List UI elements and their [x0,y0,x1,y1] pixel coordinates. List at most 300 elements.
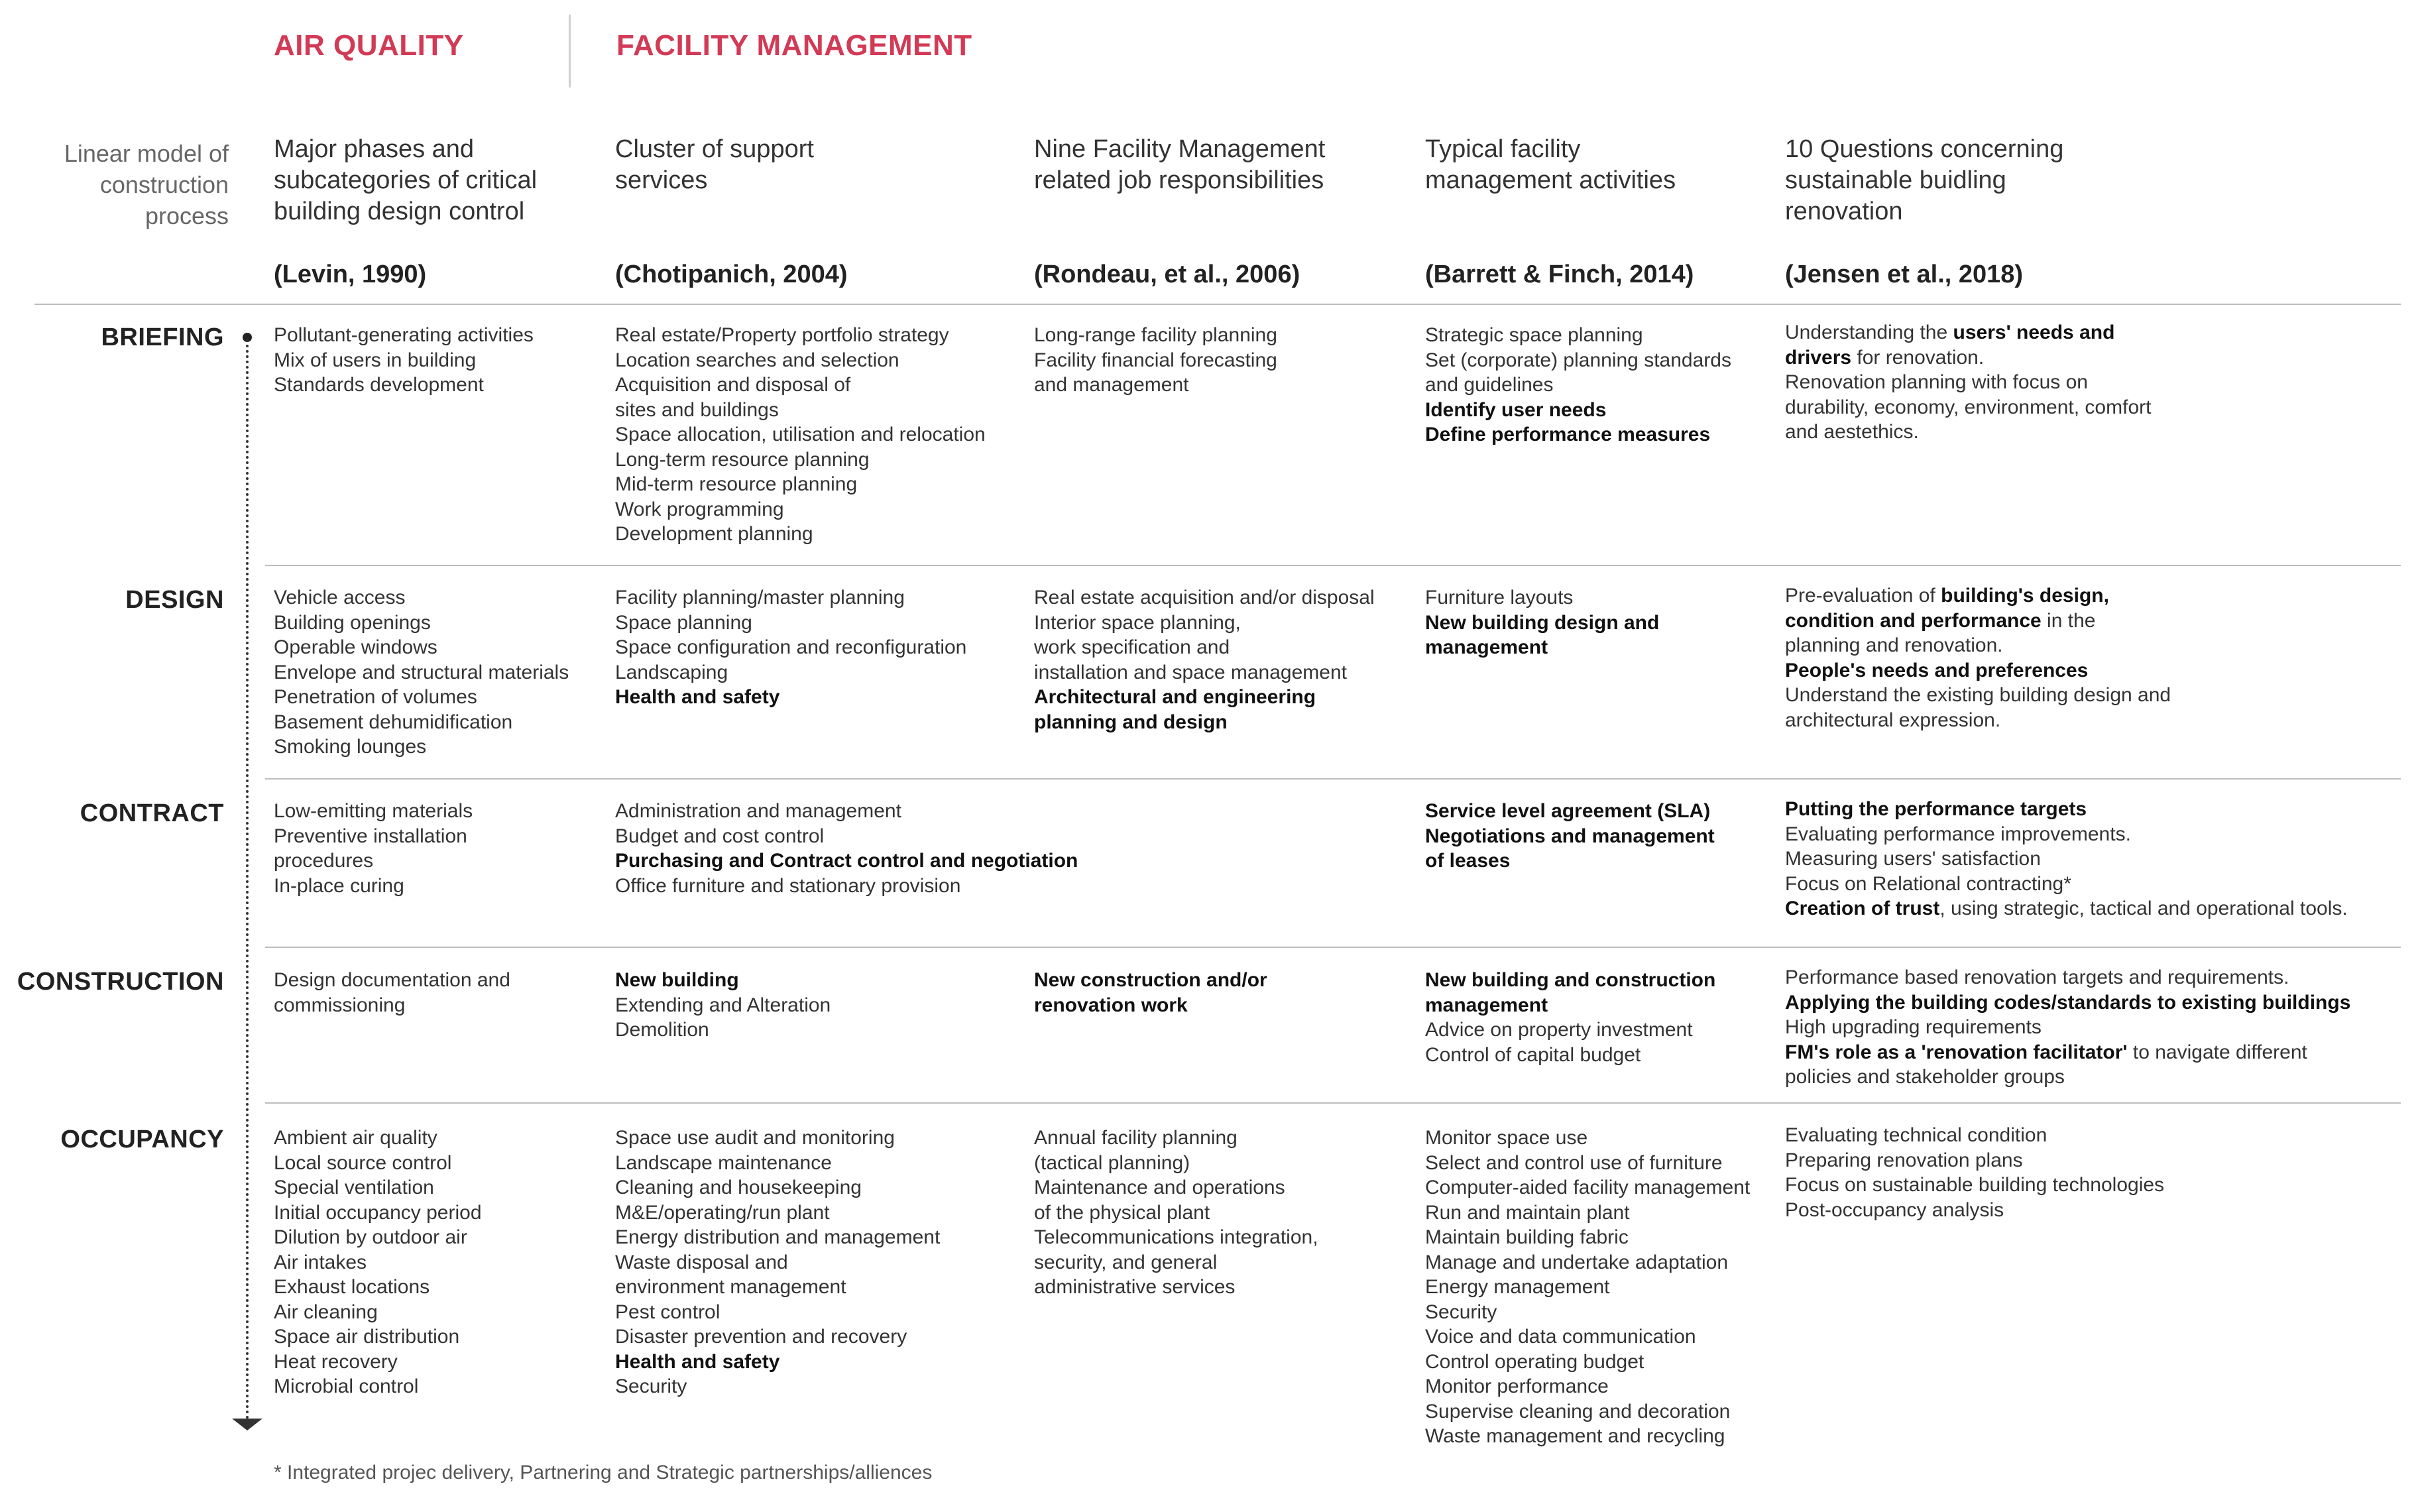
text: Exhaust locations [274,1276,430,1298]
text: in the [2041,609,2096,632]
text: Security [615,1375,687,1397]
text: Cleaning and housekeeping [615,1177,862,1198]
cell-line [1785,583,2171,609]
text: Initial occupancy period [274,1201,482,1224]
text: Energy distribution and management [615,1226,941,1248]
bold-text: management [1425,636,1548,658]
text: Landscape maintenance [615,1151,832,1174]
cell-line [615,1350,940,1375]
cell-line [615,848,1078,874]
cell-line [1034,1151,1318,1176]
cell-line [1034,710,1375,735]
facility-management-title: FACILITY MANAGEMENT [616,29,972,62]
cell-line [1425,1151,1750,1176]
text: policies and stakeholder groups [1785,1066,2065,1088]
cell-line [1425,585,1659,611]
cell-line [274,1175,482,1200]
cell-line [1425,1324,1750,1350]
text: Focus on sustainable building technologies [1785,1174,2165,1196]
text: and aestethics. [1785,421,1919,443]
cell-line [1785,872,2348,897]
cell-line [1425,1374,1750,1399]
text: Location searches and selection [615,349,899,371]
text: Real estate/Property portfolio strategy [615,324,949,346]
text: Pre-evaluation of [1785,585,1941,607]
cell-line [615,323,986,348]
cell-line [1785,1173,2164,1198]
cell-line [1034,1200,1318,1226]
text: Voice and data communication [1425,1326,1696,1348]
cell-line [1785,609,2171,634]
cell-line [274,1350,482,1375]
cell-line [274,660,569,685]
text: Disaster prevention and recovery [615,1326,907,1348]
text: and guidelines [1425,374,1554,396]
text: and management [1034,374,1189,396]
cell-line [615,968,831,993]
cell-line [1425,993,1715,1018]
bold-text: Service level agreement (SLA) [1425,800,1711,822]
cell-line [615,522,986,547]
cell-line [274,1151,482,1176]
cell-line [615,348,986,373]
cell-line [1425,1250,1750,1275]
cell-line [274,710,569,735]
phase-occupancy: OCCUPANCY [60,1126,224,1153]
text: Local source control [274,1151,452,1174]
cell-contract-barrett [1425,799,1715,874]
cell-line [1785,797,2348,822]
cell-line [1034,611,1375,636]
text: commissioning [274,994,406,1016]
text: Penetration of volumes [274,686,477,708]
text: Real estate acquisition and/or disposal [1034,587,1375,609]
text: Acquisition and disposal of [615,374,851,396]
text: Advice on property investment [1425,1019,1693,1041]
cell-line [1785,395,2151,420]
text: Heat recovery [274,1350,398,1373]
cell-line [1785,846,2348,872]
cell-line [1785,1065,2350,1090]
bold-text: Purchasing and Contract control and negotiation [615,850,1078,872]
text: to navigate different [2127,1041,2307,1063]
text: Waste disposal and [615,1251,788,1273]
bold-text: Putting the performance targets [1785,798,2087,820]
footnote: * Integrated projec delivery, Partnering and Strategic partnerships/alliences [274,1462,933,1483]
text: Budget and cost control [615,825,825,847]
text: Performance based renovation targets and requirements. [1785,966,2289,988]
cell-line [1425,1126,1750,1151]
text: Control operating budget [1425,1350,1644,1373]
cell-line [274,1300,482,1325]
text: planning and renovation. [1785,634,2003,656]
cell-construction-rondeau [1034,968,1267,1018]
reference-rondeau: (Rondeau, et al., 2006) [1034,261,1300,288]
cell-line [615,685,966,710]
cell-line [1425,422,1731,447]
text: Office furniture and stationary provision [615,874,961,897]
cell-briefing-chotipanich [615,323,986,547]
cell-line [1785,658,2171,683]
cell-line [1034,348,1277,373]
text: Strategic space planning [1425,324,1643,346]
row-separator [265,947,2401,948]
cell-line [1034,373,1277,398]
cell-design-levin [274,585,569,760]
text: Facility planning/master planning [615,587,905,609]
bold-text: New construction and/or [1034,969,1267,991]
cell-design-chotipanich [615,585,966,710]
text: Maintenance and operations [1034,1177,1285,1198]
cell-design-barrett [1425,585,1659,660]
column-heading-rondeau: Nine Facility Management related job responsibilities [1034,135,1326,194]
text: Facility financial forecasting [1034,349,1277,371]
text: In-place curing [274,874,404,897]
cell-line [1034,1275,1318,1300]
cell-line [274,1200,482,1226]
cell-line [615,1250,940,1275]
timeline-dotted-line [246,339,249,1420]
cell-line [615,373,986,398]
cell-line [1425,1018,1715,1043]
cell-line [615,1126,940,1151]
text: Waste management and recycling [1425,1425,1725,1447]
cell-briefing-rondeau [1034,323,1277,398]
text: Dilution by outdoor air [274,1226,467,1248]
text: Space air distribution [274,1326,460,1348]
cell-line [1034,1225,1318,1250]
bold-text: Identify user needs [1425,398,1607,421]
text: Preventive installation [274,825,467,847]
cell-briefing-barrett [1425,323,1731,447]
text: Pollutant-generating activities [274,324,534,346]
text: Supervise cleaning and decoration [1425,1400,1731,1423]
cell-briefing-levin [274,323,534,398]
cell-line [1785,990,2350,1016]
cell-line [615,398,986,423]
text: High upgrading requirements [1785,1016,2042,1038]
cell-line [1425,968,1715,993]
bold-text: New building [615,969,739,991]
cell-line [1785,1198,2164,1223]
text: Mid-term resource planning [615,473,858,495]
text: Air cleaning [274,1301,378,1323]
bold-text: New building and construction [1425,969,1716,991]
text: Envelope and structural materials [274,661,569,683]
text: Low-emitting materials [274,800,473,822]
cell-line [274,1275,482,1300]
column-heading-levin: Major phases and subcategories of critical building design control [274,135,538,225]
cell-line [1425,323,1731,348]
cell-line [1425,1043,1715,1068]
cell-line [1425,1399,1750,1425]
cell-line [1034,585,1375,611]
bold-text: FM's role as a 'renovation facilitator' [1785,1041,2128,1063]
text: Furniture layouts [1425,587,1574,609]
bold-text: Negotiations and management [1425,825,1715,847]
bold-text: planning and design [1034,711,1228,733]
cell-line [274,993,510,1018]
text: Smoking lounges [274,736,427,758]
cell-line [274,611,569,636]
cell-line [274,635,569,660]
reference-barrett: (Barrett & Finch, 2014) [1425,261,1694,288]
text: Mix of users in building [274,349,477,371]
text: Standards development [274,374,484,396]
text: Run and maintain plant [1425,1201,1630,1224]
cell-line [615,824,1078,849]
bold-text: Define performance measures [1425,424,1711,445]
text: Control of capital budget [1425,1043,1641,1066]
cell-briefing-jensen [1785,320,2151,445]
cell-occupancy-rondeau [1034,1126,1318,1300]
text: security, and general [1034,1251,1218,1273]
text: Monitor space use [1425,1127,1588,1149]
cell-line [615,1324,940,1350]
text: Space planning [615,611,752,634]
cell-line [615,497,986,522]
text: Evaluating technical condition [1785,1124,2047,1146]
text: work specification and [1034,636,1230,658]
text: Post-occupancy analysis [1785,1198,2004,1221]
cell-line [615,1175,940,1200]
text: Focus on Relational contracting* [1785,872,2071,895]
text: Development planning [615,523,813,545]
cell-line [274,685,569,710]
column-heading-barrett: Typical facility management activities [1425,135,1676,194]
cell-line [274,1324,482,1350]
bold-text: People's needs and preferences [1785,659,2089,681]
text: Vehicle access [274,587,406,609]
text: Renovation planning with focus on [1785,371,2088,393]
cell-line [1034,660,1375,685]
cell-construction-barrett [1425,968,1715,1067]
cell-line [615,660,966,685]
cell-line [1785,708,2171,733]
text: installation and space management [1034,661,1347,683]
phase-contract: CONTRACT [80,799,224,827]
cell-line [1785,370,2151,395]
bold-text: drivers [1785,346,1852,369]
cell-line [615,874,1078,899]
timeline-arrow-icon [232,1419,262,1430]
cell-line [1785,1148,2164,1173]
cell-line [1785,320,2151,345]
cell-line [1785,420,2151,445]
column-heading-jensen: 10 Questions concerning sustainable buidling renovation [1785,135,2064,225]
text: Set (corporate) planning standards [1425,349,1731,371]
text: Basement dehumidification [274,711,513,733]
phase-briefing: BRIEFING [101,323,224,351]
bold-text: New building design and [1425,611,1660,634]
bold-text: renovation work [1034,994,1188,1016]
bold-text: users' needs and [1953,321,2115,343]
cell-line [615,1018,831,1043]
bold-text: Architectural and engineering [1034,686,1316,708]
cell-line [274,799,473,824]
text: Work programming [615,498,784,520]
row-separator [265,778,2401,780]
text: Telecommunications integration, [1034,1226,1318,1248]
text: Landscaping [615,661,728,683]
text: procedures [274,850,374,872]
text: Demolition [615,1019,709,1041]
text: sites and buildings [615,398,779,421]
cell-contract-jensen [1785,797,2348,921]
bold-text: Health and safety [615,1350,780,1373]
text: Preparing renovation plans [1785,1149,2023,1171]
cell-line [615,1200,940,1226]
text: for renovation. [1851,346,1985,369]
text: Operable windows [274,636,437,658]
cell-line [615,1374,940,1399]
cell-occupancy-barrett [1425,1126,1750,1449]
text: Long-term resource planning [615,448,870,471]
text: Ambient air quality [274,1127,437,1149]
bold-text: building's design, [1941,585,2109,607]
text: Manage and undertake adaptation [1425,1251,1729,1273]
text: Computer-aided facility management [1425,1177,1751,1198]
text: Monitor performance [1425,1375,1609,1397]
cell-line [1425,799,1715,824]
cell-line [1034,993,1267,1018]
text: , using strategic, tactical and operational tools. [1939,898,2348,919]
cell-line [1034,1250,1318,1275]
text: Select and control use of furniture [1425,1151,1723,1174]
cell-line [1785,822,2348,847]
text: of the physical plant [1034,1201,1210,1224]
text: M&E/operating/run plant [615,1201,830,1224]
header-divider [569,15,571,87]
text: Space configuration and reconfiguration [615,636,967,658]
cell-line [1034,685,1375,710]
text: Building openings [274,611,431,634]
cell-line [615,585,966,611]
cell-line [1785,1123,2164,1148]
cell-occupancy-jensen [1785,1123,2164,1222]
cell-line [274,323,534,348]
text: Pest control [615,1301,720,1323]
cell-line [1785,633,2171,658]
text: Air intakes [274,1251,367,1273]
cell-contract-levin [274,799,473,898]
bold-text: condition and performance [1785,609,2042,632]
cell-line [1785,965,2350,990]
cell-line [1785,1015,2350,1040]
cell-line [615,1300,940,1325]
cell-line [274,874,473,899]
cell-line [274,585,569,611]
text: Maintain building fabric [1425,1226,1629,1248]
cell-line [615,611,966,636]
text: Interior space planning, [1034,611,1241,634]
cell-line [274,848,473,874]
bold-text: Applying the building codes/standards to existing buildings [1785,991,2351,1014]
cell-line [615,472,986,497]
header-rule [34,304,2401,305]
text: Energy management [1425,1276,1610,1298]
cell-line [1425,1200,1750,1226]
text: (tactical planning) [1034,1151,1190,1174]
text: Understand the existing building design and [1785,684,2171,706]
cell-line [615,799,1078,824]
bold-text: Creation of trust [1785,898,1940,919]
cell-line [1785,896,2348,921]
cell-line [1034,968,1267,993]
cell-occupancy-levin [274,1126,482,1399]
text: Space use audit and monitoring [615,1127,895,1149]
cell-line [1425,824,1715,849]
text: Administration and management [615,800,901,822]
text: architectural expression. [1785,709,2001,731]
bold-text: management [1425,994,1548,1016]
column-heading-chotipanich: Cluster of support services [615,135,814,194]
cell-line [274,968,510,993]
cell-construction-chotipanich [615,968,831,1043]
cell-line [274,1374,482,1399]
phase-construction: CONSTRUCTION [17,968,224,996]
bold-text: Health and safety [615,686,780,708]
cell-line [615,1225,940,1250]
text: Security [1425,1301,1497,1323]
reference-jensen: (Jensen et al., 2018) [1785,261,2024,288]
cell-line [274,734,569,760]
cell-line [1785,683,2171,708]
reference-chotipanich: (Chotipanich, 2004) [615,261,848,288]
cell-line [1425,348,1731,373]
cell-line [1785,1040,2350,1065]
cell-line [274,824,473,849]
text: Understanding the [1785,321,1953,343]
cell-line [274,373,534,398]
cell-occupancy-chotipanich [615,1126,940,1399]
cell-line [1425,398,1731,423]
row-separator [265,565,2401,566]
cell-line [615,422,986,447]
air-quality-title: AIR QUALITY [274,29,464,62]
cell-line [274,348,534,373]
text: Annual facility planning [1034,1127,1238,1149]
cell-line [1425,1300,1750,1325]
cell-line [1425,373,1731,398]
cell-line [1425,1175,1750,1200]
text: Evaluating performance improvements. [1785,823,2131,845]
text: Space allocation, utilisation and relocation [615,424,986,445]
linear-model-label: Linear model of construction process [64,140,229,229]
text: Measuring users' satisfaction [1785,848,2041,870]
cell-line [1034,1175,1318,1200]
cell-line [1425,1225,1750,1250]
cell-line [1425,611,1659,636]
phase-design: DESIGN [125,586,224,614]
cell-line [1425,1275,1750,1300]
text: Special ventilation [274,1177,434,1198]
text: environment management [615,1276,846,1298]
cell-contract-chotipanich [615,799,1078,898]
text: Long-range facility planning [1034,324,1277,346]
cell-design-rondeau [1034,585,1375,734]
cell-line [1425,1350,1750,1375]
cell-design-jensen [1785,583,2171,732]
cell-line [1425,635,1659,660]
cell-line [1034,1126,1318,1151]
cell-line [274,1250,482,1275]
cell-construction-levin [274,968,510,1018]
cell-construction-jensen [1785,965,2350,1090]
text: durability, economy, environment, comfort [1785,396,2152,418]
cell-line [615,1275,940,1300]
cell-line [615,447,986,473]
